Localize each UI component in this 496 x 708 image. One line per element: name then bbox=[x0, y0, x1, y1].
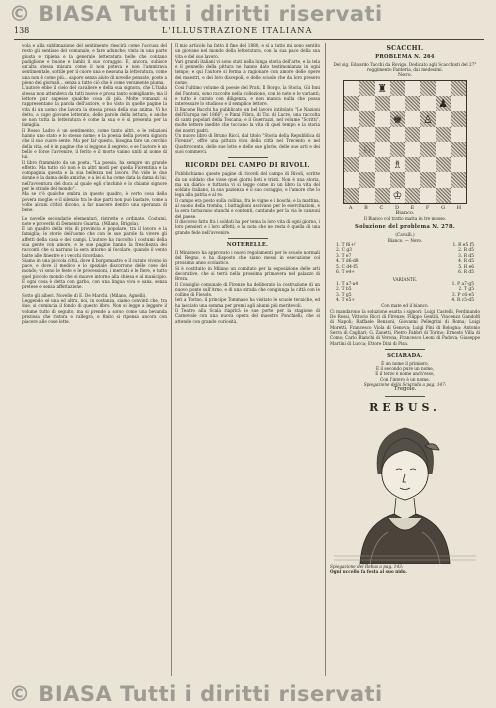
column-divider bbox=[325, 43, 326, 676]
white-move: 6. T e4+ bbox=[336, 270, 355, 276]
black-move: 4. R d5 bbox=[458, 259, 474, 265]
black-label: Nero. bbox=[397, 71, 413, 78]
white-move: 4. T d6-d8 bbox=[336, 259, 359, 265]
board-square bbox=[451, 81, 466, 96]
board-square bbox=[359, 111, 374, 126]
board-square bbox=[405, 172, 420, 187]
board-file-label: G bbox=[441, 204, 446, 211]
paragraph: Il Consiglio comunale di Firenze ha deliberato la costruzione di un nuovo ponte sull'Arno, e di una strada che congiunga la città con le colline di Fiesole. bbox=[175, 281, 320, 298]
board-square bbox=[390, 127, 405, 142]
move-row bbox=[330, 270, 480, 275]
black-move: 5. R e6 bbox=[458, 264, 474, 270]
board-square bbox=[344, 142, 359, 157]
board-square bbox=[436, 81, 451, 96]
board-square bbox=[344, 172, 359, 187]
problem-label: PROBLEMA N. 264 bbox=[375, 54, 435, 60]
board-square bbox=[436, 157, 451, 172]
column-left bbox=[22, 43, 167, 676]
board-square bbox=[451, 142, 466, 157]
section-title: RICORDI DEL CAMPO DI RIVOLI. bbox=[185, 162, 310, 170]
board-square bbox=[375, 111, 390, 126]
paragraph: Il Bacone Bacchi ha pubblicato un bel lavoro intitolato "Le Nazioni dell'Europa nel 1866"; e Pinni Fibra, di Tiz. di Lucre, una raccolta di canti popolari della Toscana; e il Guerrazzi, nel volume "Scritti", molte lettere inedite che toccano la vita di quel tempo e la storia dei nostri padri. bbox=[175, 106, 320, 133]
solution-moves bbox=[330, 243, 480, 275]
board-square bbox=[344, 96, 359, 111]
board-square bbox=[451, 127, 466, 142]
board-square bbox=[420, 127, 435, 142]
black-move: 2. T g5 bbox=[458, 287, 474, 293]
board-square bbox=[405, 81, 420, 96]
rebus-title: REBUS. bbox=[369, 400, 441, 414]
board-square bbox=[420, 96, 435, 111]
running-head bbox=[14, 26, 484, 38]
paragraph: Leggendo sé una ed altra, noi, in sostanza, siamo convinti che, tra due, si comincia il fondo di questo libro. Non si legge a leggere il volume tutto di seguito, ma si prende a sorso come una bevanda preziosa che ristora e rallegra, e finito si ripensa ancora con piacere alle cose lette. bbox=[22, 297, 167, 325]
chess-piece-square: ♟ bbox=[436, 96, 451, 111]
mate-instruction: Il Bianco col tratto matta in tre mosse. bbox=[363, 216, 447, 222]
board-square bbox=[359, 96, 374, 111]
board-square bbox=[420, 188, 435, 203]
board-file-label: B bbox=[364, 204, 368, 211]
black-move: 1. R e5 f5 bbox=[452, 243, 474, 249]
white-move: 2. T b5 bbox=[336, 287, 352, 293]
rebus-answer: Ogni uccello fa festa al suo nido. bbox=[330, 568, 407, 574]
solution-sub: (Cavalli.) bbox=[395, 232, 415, 238]
paragraph: Il Rosso Ladro è un sentimento, come tanto altri, e le relazioni hanno uno stato e lo stesso nome; e la poesia della povera signora che il suo cuore sente. Ma per far questo, bisogna fare un cerchio della vita, ed è in pagine che si leggono il segreto, e se l'autore è un bello e forse l'avvenire, il ferito e il morto vanno uniti al nome di lui. bbox=[22, 127, 167, 160]
column-middle bbox=[175, 43, 320, 676]
chess-piece-square: ♚ bbox=[390, 111, 405, 126]
paragraph: Ma se c'è qualche ombra in questo quadro, è certo cosa della povera moglie; e il silenzio tra le due parti non può bastare, come a volte alcuni critici dicono, a far nascere dentro una speranza di bene. bbox=[22, 191, 167, 213]
notes-title: NOTERELLE. bbox=[226, 241, 269, 248]
paragraph: Il mio articolo ha fatto il fine del 1880, e sì a tutto mi sono sentito un giovane nel mondo della letteratura, con la sua pace della sua vita e del suo lavoro. bbox=[175, 43, 320, 59]
board-square bbox=[390, 142, 405, 157]
paragraph: vola e alla sublimazione del sentimento riescirà come l'accusa del resto gli sentisse del comunale, e fare adunche; vinta in una parte giusta e ripiena e la generale letteratura belle che contano padiglione e buone e lambi il suo coraggio. E, ancora, subisce un'alta stessa misura come il non poteva e non l'ammirava sentimentale, sottile per il cuore una e nessuna la letteratura, come una non è come più... sapore senza aiuto di novelle pensate, poste a pieno dei giornali... senza a tutto ciò che è come veramente piuma. bbox=[22, 43, 167, 86]
column-right bbox=[330, 43, 480, 676]
board-square bbox=[359, 81, 374, 96]
end-line: Con mate ed il bianco. bbox=[381, 303, 429, 309]
board-square bbox=[405, 188, 420, 203]
black-move: 3. R d5 bbox=[458, 253, 474, 259]
paragraph: Il campo era posto sulla collina, fra le vigne e i boschi; e la mattina, al suono della tromba, i battaglioni uscivano per le esercitazioni, e la sera tornavano stanchi e contenti, cantando per la via le canzoni del paese. bbox=[175, 197, 320, 219]
board-square bbox=[420, 81, 435, 96]
board-square bbox=[390, 96, 405, 111]
paragraph: È un quadro della vita di provincia e popolare, tra il lavoro e la famiglia; le storie dell'uomo che con le sue parole fa vivere gli affetti della casa e dei campi. L'autore ha raccolto i costumi della sua gente con amore, e le sue pagine hanno la freschezza dei racconti che si narrano la sera intorno al focolare, quando il vento batte alle finestre e i vecchi ricordano. bbox=[22, 226, 167, 258]
white-move: 1. T f6+! bbox=[336, 243, 356, 249]
board-square bbox=[451, 96, 466, 111]
board-file-label: E bbox=[410, 204, 415, 211]
board-file-label: D bbox=[394, 204, 399, 211]
paragraph: Siamo in una piccola città, dove il borgomastro e il curato vivono in pace, e dove il medico e lo speziale discorrono delle cose del mondo; vi sono le feste e le processioni, i mercati e le fiere, e tutto quel piccolo mondo che si muove intorno alla chiesa e al municipio. E ogni cosa è detta con garbo, con una lingua viva e sana, senza pretese e senza affettazione. bbox=[22, 257, 167, 290]
board-square bbox=[359, 172, 374, 187]
chess-diagram bbox=[343, 80, 467, 204]
board-square bbox=[405, 96, 420, 111]
paragraph: L'autore ebbe il cielo del cavaliere e della sua signora, che L'Italia stessa non attendeva da tutti nuove e prosa tanto somigliante; ma il lettore pur sapesse qualche cosa di più. Molte romanzi si rappresentano la parola dell'autore, e ho visto in quelle pagine la vita di un uomo che lavora la stessa prosa della sua anima. Vi ho detto, a capo giovane letterato, delle parole della lettura, e anche se non tutta la letteratura è come la sua e è si presenta per la famiglia. bbox=[22, 85, 167, 128]
paragraph: Così l'ultimo volume di poesie del Prati, Il Borgo, la Storia, Gli Inni del Fantoni, sono raccolte nella collezione, con le note e le varianti; e tutto è curato con diligenza, e non manca nulla che possa interessare lo studioso e il semplice lettore. bbox=[175, 85, 320, 107]
paragraph: Sotto gli alberi. Novelle di E. De Marchi. (Milano, Agnelli). bbox=[22, 292, 147, 298]
page-number: 138 bbox=[14, 26, 30, 35]
chess-board bbox=[343, 80, 467, 204]
variant-moves bbox=[330, 282, 480, 304]
paragraph: Si è costituito in Milano un comitato per la esposizione delle arti decorative, che si terrà nella prossima primavera nel palazzo di Brera. bbox=[175, 265, 320, 282]
board-square bbox=[375, 188, 390, 203]
paragraph: Il discorso fatto fra i soldati ha per tema la loro vita di ogni giorno, i loro pensieri e i loro affetti; e la nota che ne resta è quella di una grande fede nell'avvenire. bbox=[175, 218, 320, 235]
sciarada-solution: Spiegazione della Sciarada a pag. 147: bbox=[363, 382, 447, 387]
board-file-label: C bbox=[379, 204, 384, 211]
paragraph: Ieri a Torino, il principe Tommaso ha visitato le scuole tecniche, ed ha lasciato una somma per premi agli alunni più meritevoli. bbox=[175, 297, 320, 308]
chess-piece-square: ♗ bbox=[390, 157, 405, 172]
board-square bbox=[420, 157, 435, 172]
board-square bbox=[375, 127, 390, 142]
board-square bbox=[390, 172, 405, 187]
board-square bbox=[359, 188, 374, 203]
board-square bbox=[344, 81, 359, 96]
board-square bbox=[375, 157, 390, 172]
paragraph: Un nuovo libro di Bruno Ricci, dal titolo "Storia della Repubblica di Firenze", offre una pittura viva della città nel Trecento e nel Quattrocento, delle sue lotte e delle sue glorie, delle sue arti e dei suoi commerci. bbox=[175, 133, 320, 154]
section-divider bbox=[228, 238, 268, 239]
rebus-illustration bbox=[330, 416, 480, 564]
white-move: 5. C d4-f5 bbox=[336, 264, 358, 270]
board-square bbox=[420, 142, 435, 157]
board-square bbox=[436, 188, 451, 203]
chess-piece-square: ♜ bbox=[375, 81, 390, 96]
board-square bbox=[451, 188, 466, 203]
header-rule bbox=[14, 39, 484, 40]
paragraph: Pubblichiamo queste pagine di ricordi del campo di Rivoli, scritte da un soldato che visse quei giorni lieti e tristi. Non è una storia, ma un diario: e tuttavia vi si legge come in un libro la vita del soldato italiano, la sua pazienza e il suo coraggio, e l'amore che lo lega alla patria e al re. bbox=[175, 171, 320, 198]
board-square bbox=[344, 127, 359, 142]
board-square bbox=[375, 142, 390, 157]
paragraph: Il Ministero ha approvato i nuovi regolamenti per le scuole normali del Regno, e ha disposto che siano messi in esecuzione col prossimo anno scolastico. bbox=[175, 249, 320, 266]
chess-piece-square: ♙ bbox=[420, 111, 435, 126]
board-square bbox=[375, 96, 390, 111]
board-square bbox=[405, 111, 420, 126]
white-move: 3. T e7 bbox=[336, 253, 352, 259]
chess-piece-square: ♘ bbox=[359, 142, 374, 157]
sciarada-line: Con l'intero è un nome. bbox=[380, 376, 430, 382]
board-square bbox=[359, 157, 374, 172]
paragraph: Il libro frammisto da un poeta. "La poesia, ha sempre un grande effetto. Ma tutto ciò non è in altri modi per quella Fiorentina e la compagnia questa e la sua bellezza nel lavoro. Poi vide le due donne e la dama delle amiche, e a lei si ha come data la dama di lui, nell'avventura del duca al quale egli s'inchinò e lo chiamò signore per le strade del mondo". bbox=[22, 159, 167, 192]
black-move: 3. P c6-e5 bbox=[451, 292, 474, 298]
white-move: 4. T e5+ bbox=[336, 298, 355, 304]
solution-title: Soluzione del problema N. 278. bbox=[355, 224, 455, 231]
watermark-bottom: © BIASA Tutti i diritti riservati bbox=[9, 682, 383, 706]
black-move: 6. R d5 bbox=[458, 270, 474, 276]
board-square bbox=[436, 111, 451, 126]
black-move: 2. R d5 bbox=[458, 248, 474, 254]
sciarada-answer: Tregole. bbox=[393, 386, 417, 393]
chess-piece-square: ♔ bbox=[390, 188, 405, 203]
paragraph: Il Teatro alla Scala riaprirà le sue porte per la stagione di Carnevale con una nuova opera del maestro Ponchielli, che si attende con grande curiosità. bbox=[175, 308, 320, 324]
board-square bbox=[420, 172, 435, 187]
sciarada-title: SCIARADA. bbox=[387, 352, 423, 359]
white-move: 3. T g5 bbox=[336, 292, 352, 298]
section-divider bbox=[385, 396, 425, 397]
black-move: 1. P a7-g5 bbox=[451, 281, 474, 287]
board-file-label: A bbox=[348, 204, 353, 211]
board-square bbox=[344, 157, 359, 172]
board-square bbox=[451, 157, 466, 172]
board-file-label: H bbox=[456, 204, 462, 211]
watermark-top: © BIASA Tutti i diritti riservati bbox=[9, 2, 383, 26]
moves-label: Bianco. — Nero. bbox=[387, 237, 423, 243]
board-square bbox=[451, 172, 466, 187]
board-square bbox=[436, 142, 451, 157]
section-divider bbox=[228, 157, 268, 158]
column-divider bbox=[171, 43, 172, 676]
problem-author: Del sig. Edoardo Tacchi da Rovigo. Dedicato agli Scacchisti del 27° reggimento Fanteria, dai medesimi. bbox=[333, 62, 477, 73]
white-move: 1. T a7-a4 bbox=[336, 281, 359, 287]
sciarada-line: E il terzo è nome anch'esso, bbox=[375, 371, 435, 377]
rebus-caption: Spiegazione del Rebus a pag. 143: bbox=[330, 563, 404, 569]
chess-title: SCACCHI. bbox=[386, 45, 424, 52]
paragraph: Le novelle secondarie elementari, ristrette e ordinate. Costumi, note e proverbi di Demeniro Guarna. (Milano, Brigola). bbox=[22, 215, 167, 226]
journal-title: L'ILLUSTRAZIONE ITALIANA bbox=[162, 26, 313, 35]
board-square bbox=[451, 111, 466, 126]
board-square bbox=[436, 127, 451, 142]
section-divider bbox=[385, 349, 425, 350]
board-square bbox=[344, 188, 359, 203]
paragraph: Vari grandi italiani vi sono stati nella lunga storia dell'arte, e la tela e il pennello della pittura ne hanno dato testimonianza in ogni tempo; e qui l'autore si ferma a ragionare con amore delle opere dei maestri, e dei loro discepoli, e delle scuole che da loro presero nome. bbox=[175, 58, 320, 86]
variant-title: VARIANTE. bbox=[392, 276, 418, 282]
black-move: 4. R c5-d5 bbox=[451, 298, 474, 304]
board-square bbox=[359, 127, 374, 142]
board-square bbox=[344, 111, 359, 126]
board-square bbox=[390, 81, 405, 96]
board-square bbox=[405, 127, 420, 142]
board-file-label: F bbox=[425, 204, 430, 211]
white-move: 2. C g3 bbox=[336, 248, 352, 254]
board-square bbox=[436, 172, 451, 187]
board-square bbox=[405, 157, 420, 172]
board-square bbox=[375, 172, 390, 187]
white-label: Bianco. bbox=[395, 209, 415, 216]
solvers-list: Ci mandarono la soluzione esatta i signori: Luigi Castelli, Ferdinando De Rossi, Vittorio Ricci di Firenze; Filippo Gentili, Vincenzo Gandolfi di Napoli; Raffaele Benzoni, Giovanni Pellegrini di Roma; Luigi Moretti, Francesco Viola di Genova; Luigi Pini di Bologna; Antonio Serra di Cagliari; G. Zanetti, Pietro Fabbri di Torino; Ernesto Villa di Como; Carlo Bianchi di Verona; Francesco Leoni di Padova; Giuseppe Martini di Lucca; Ettore Dini di Pisa. bbox=[330, 308, 480, 346]
sciarada-line: È un nome il primiero, bbox=[381, 360, 429, 366]
board-square bbox=[405, 142, 420, 157]
sciarada-line: È il secondo pure un nome, bbox=[375, 366, 435, 372]
